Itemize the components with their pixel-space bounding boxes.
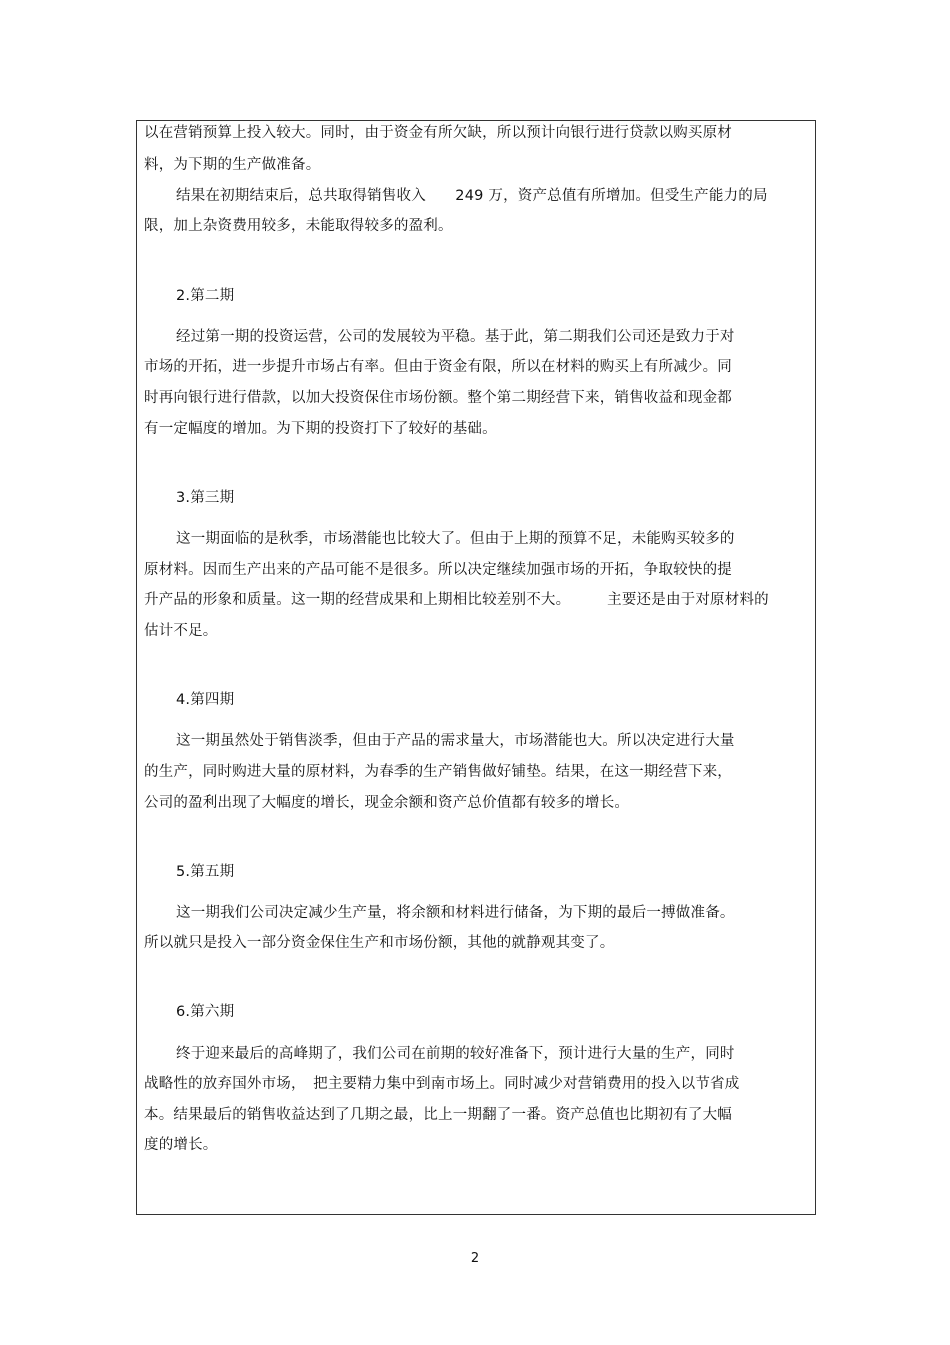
paragraph-line: 有一定幅度的增加。为下期的投资打下了较好的基础。 <box>144 421 497 437</box>
paragraph-line: 这一期面临的是秋季，市场潜能也比较大了。但由于上期的预算不足，未能购买较多的 <box>176 531 735 547</box>
section-heading: 4.第四期 <box>176 692 235 708</box>
paragraph-line: 度的增长。 <box>144 1137 218 1153</box>
paragraph-line: 这一期我们公司决定减少生产量，将余额和材料进行储备，为下期的最后一搏做准备。 <box>176 905 735 921</box>
section-heading: 6.第六期 <box>176 1004 235 1020</box>
paragraph-line: 这一期虽然处于销售淡季，但由于产品的需求量大，市场潜能也大。所以决定进行大量 <box>176 733 735 749</box>
section-heading: 3.第三期 <box>176 490 235 506</box>
paragraph-line: 估计不足。 <box>144 623 218 639</box>
paragraph-line: 限，加上杂资费用较多，未能取得较多的盈利。 <box>144 218 453 234</box>
paragraph-line: 升产品的形象和质量。这一期的经营成果和上期相比较差别不大。 主要还是由于对原材料的 <box>144 592 769 608</box>
paragraph-line: 时再向银行进行借款，以加大投资保住市场份额。整个第二期经营下来，销售收益和现金都 <box>144 390 732 406</box>
paragraph-line: 公司的盈利出现了大幅度的增长，现金余额和资产总价值都有较多的增长。 <box>144 795 630 811</box>
paragraph-line: 以在营销预算上投入较大。同时，由于资金有所欠缺，所以预计向银行进行贷款以购买原材 <box>144 125 732 141</box>
paragraph-line: 料，为下期的生产做准备。 <box>144 157 321 173</box>
paragraph-line: 原材料。因而生产出来的产品可能不是很多。所以决定继续加强市场的开拓，争取较快的提 <box>144 562 732 578</box>
paragraph-line: 经过第一期的投资运营，公司的发展较为平稳。基于此，第二期我们公司还是致力于对 <box>176 329 735 345</box>
paragraph-line: 所以就只是投入一部分资金保住生产和市场份额，其他的就静观其变了。 <box>144 935 615 951</box>
section-heading: 2.第二期 <box>176 288 235 304</box>
paragraph-line: 市场的开拓，进一步提升市场占有率。但由于资金有限，所以在材料的购买上有所减少。同 <box>144 359 732 375</box>
section-heading: 5.第五期 <box>176 864 235 880</box>
paragraph-line: 结果在初期结束后，总共取得销售收入 249 万，资产总值有所增加。但受生产能力的局 <box>176 188 768 204</box>
paragraph-line: 本。结果最后的销售收益达到了几期之最，比上一期翻了一番。资产总值也比期初有了大幅 <box>144 1107 732 1123</box>
page-number: 2 <box>470 1251 480 1266</box>
paragraph-line: 的生产，同时购进大量的原材料，为春季的生产销售做好铺垫。结果，在这一期经营下来， <box>144 764 732 780</box>
paragraph-line: 终于迎来最后的高峰期了，我们公司在前期的较好准备下，预计进行大量的生产，同时 <box>176 1046 735 1062</box>
paragraph-line: 战略性的放弃国外市场， 把主要精力集中到南市场上。同时减少对营销费用的投入以节省成 <box>144 1076 740 1092</box>
